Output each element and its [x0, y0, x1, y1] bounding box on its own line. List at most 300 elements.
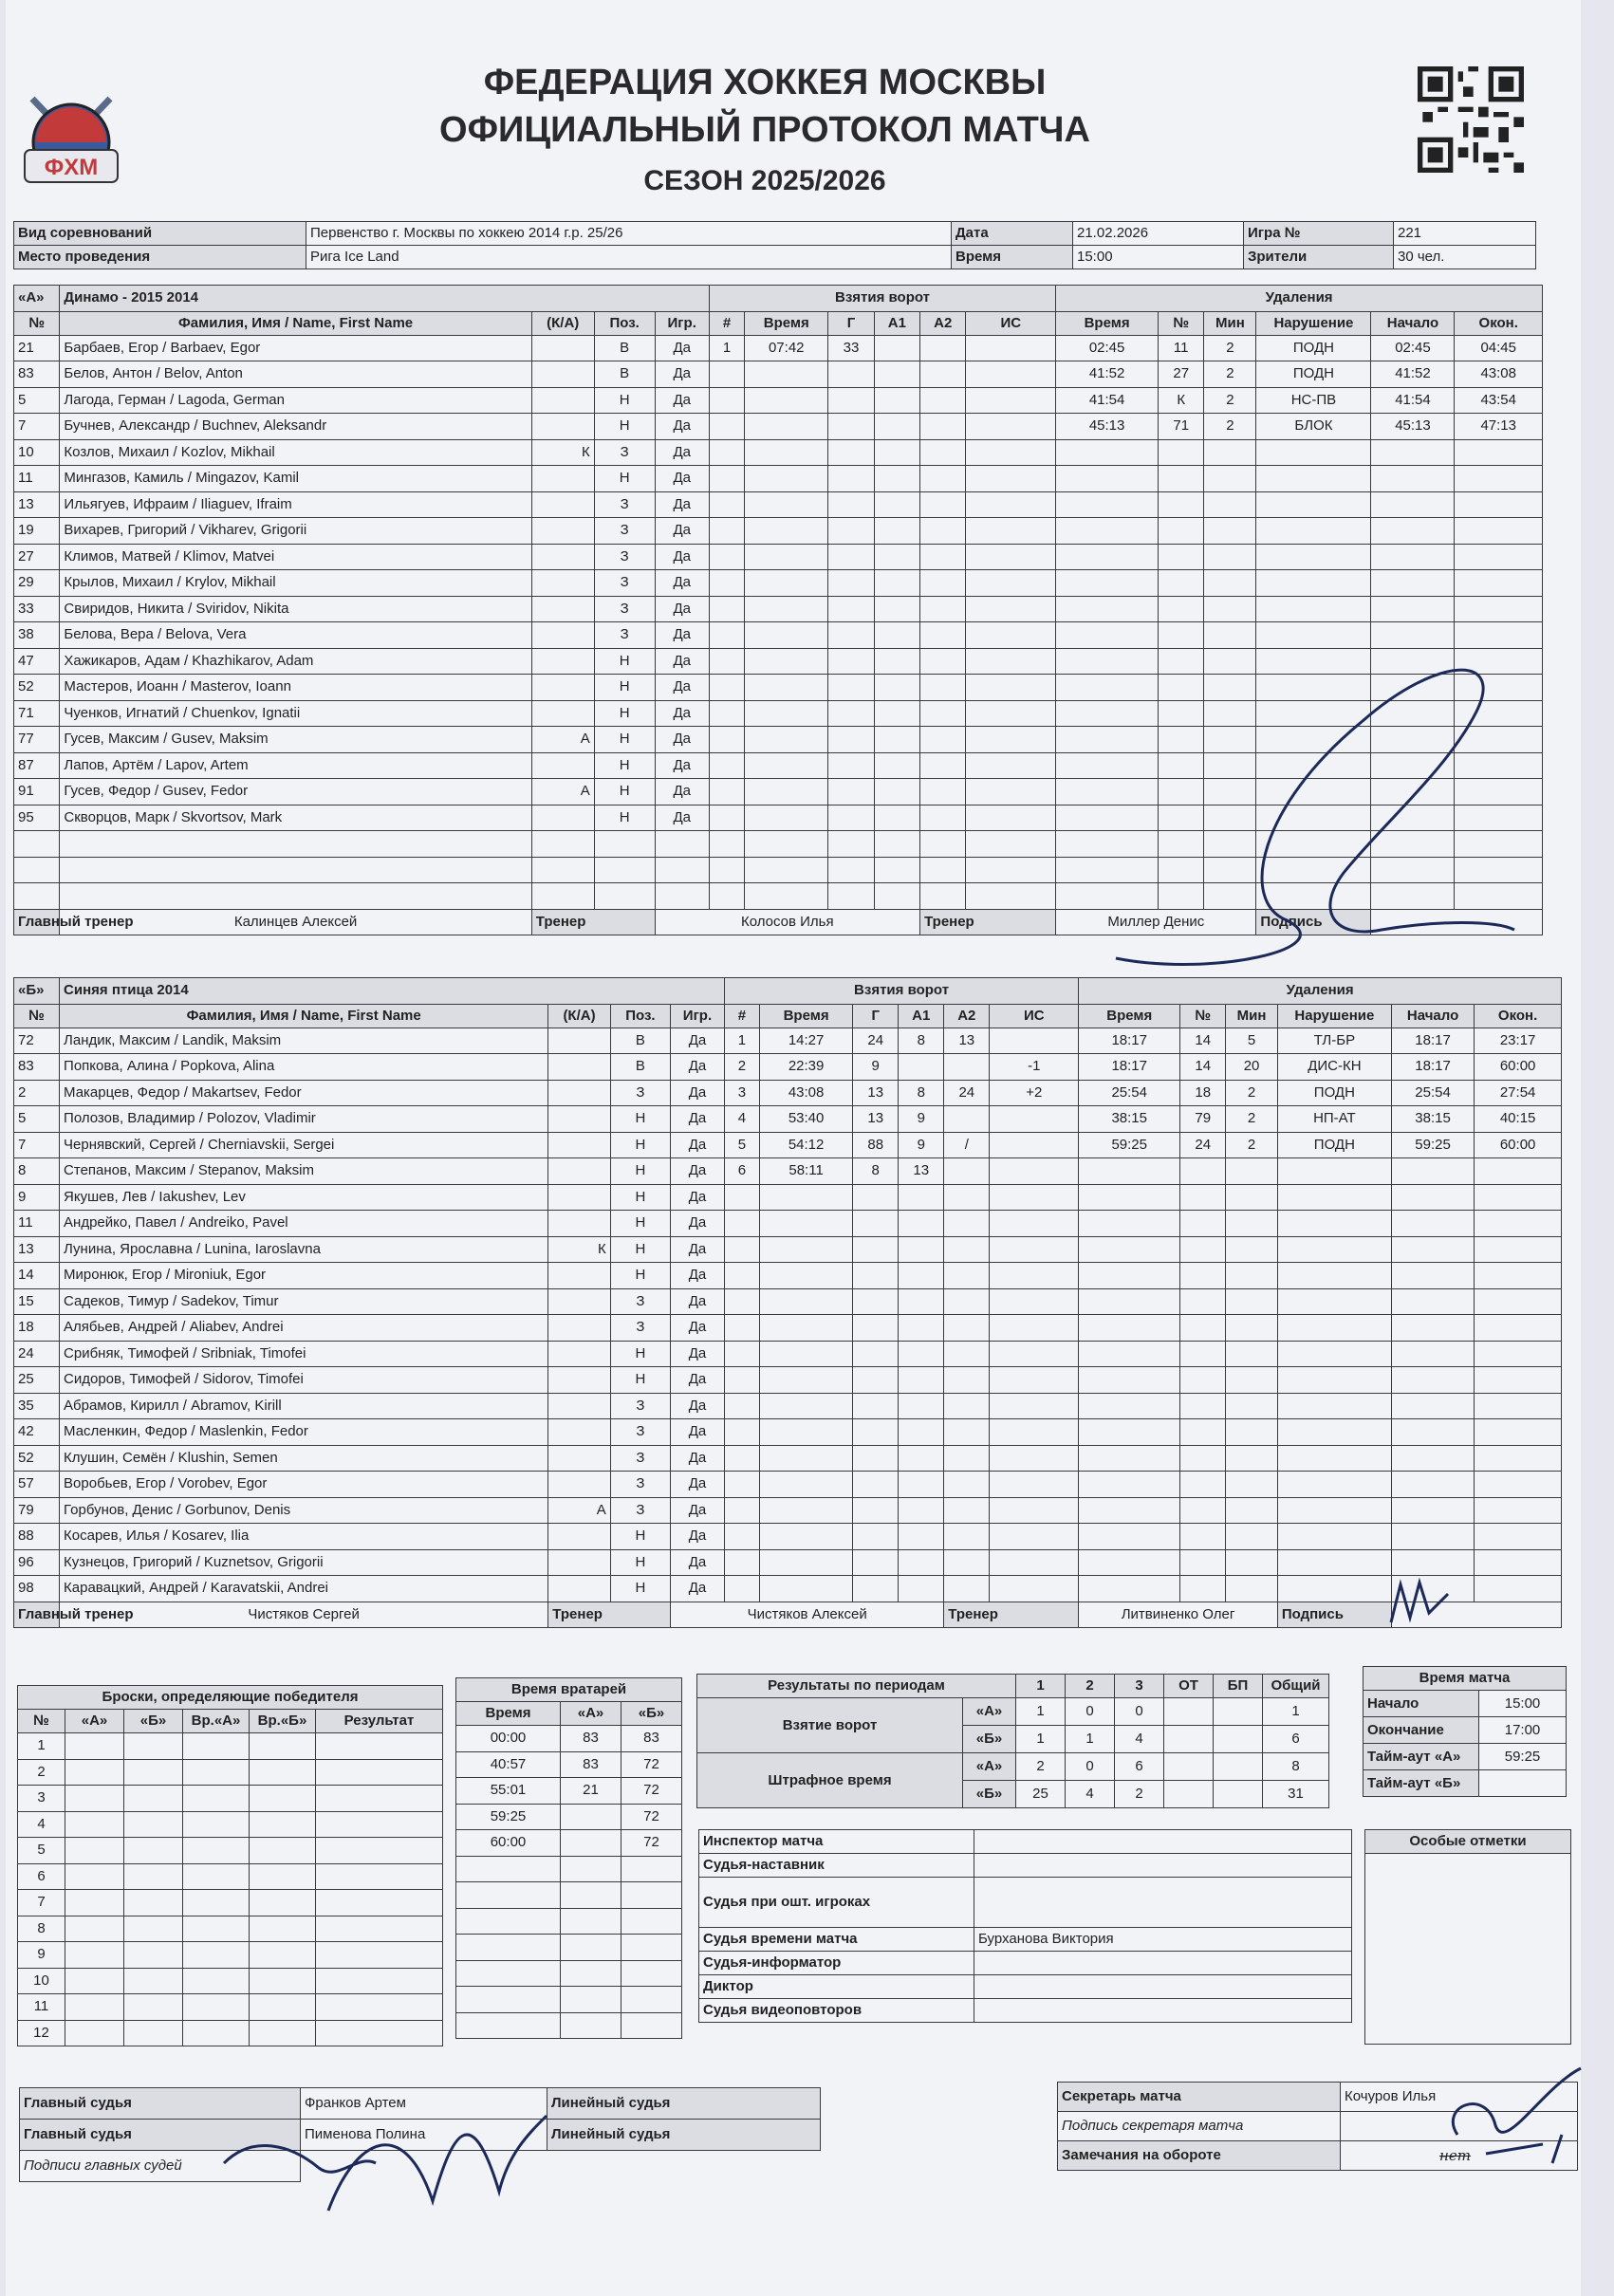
goal-a1 [899, 1367, 944, 1394]
player-played: Да [671, 1549, 725, 1576]
penalty-end: 47:13 [1455, 414, 1543, 440]
player-name: Горбунов, Денис / Gorbunov, Denis [60, 1497, 548, 1524]
player-role [548, 1315, 610, 1342]
goal-a2 [944, 1497, 990, 1524]
player-name: Клушин, Семён / Klushin, Semen [60, 1445, 548, 1472]
player-row [14, 1132, 1562, 1158]
video-judge-label: Судья видеоповторов [699, 1999, 974, 2023]
player-played [655, 857, 709, 883]
time-value: 15:00 [1073, 246, 1244, 269]
goal-g [828, 518, 874, 545]
coach-label: Тренер [548, 1602, 671, 1628]
goal-a1 [899, 1576, 944, 1602]
goal-time: 07:42 [745, 335, 828, 361]
player-role [531, 387, 594, 414]
penalty-min: 2 [1204, 387, 1256, 414]
penalty-end [1475, 1341, 1562, 1367]
goal-g: 13 [853, 1106, 899, 1133]
penalty-min [1226, 1497, 1278, 1524]
periods-title: Результаты по периодам [697, 1675, 1016, 1698]
penalty-time [1079, 1158, 1180, 1185]
goal-a1 [874, 727, 919, 753]
penalty-end: 43:08 [1455, 361, 1543, 388]
goal-g [828, 805, 874, 831]
head-coach-label: Главный тренер [14, 909, 60, 935]
goal-g [828, 700, 874, 727]
shootout-cell [65, 1838, 124, 1864]
goal-idx [724, 1184, 759, 1211]
shootout-cell [183, 1863, 250, 1890]
shootout-num: 3 [18, 1786, 65, 1812]
goals-row-label: Взятие ворот [697, 1698, 963, 1753]
penalty-time [1079, 1576, 1180, 1602]
main-referee-2: Пименова Полина [301, 2120, 547, 2151]
coach-2-label: Тренер [920, 909, 1056, 935]
goal-a2 [944, 1288, 990, 1315]
goal-a2 [944, 1184, 990, 1211]
goal-time [745, 883, 828, 910]
player-number [14, 831, 60, 858]
goal-is [990, 1158, 1079, 1185]
player-number: 21 [14, 335, 60, 361]
penalty-num: 27 [1159, 361, 1204, 388]
goal-is [966, 439, 1056, 466]
player-number: 42 [14, 1419, 60, 1446]
penalty-type [1277, 1158, 1391, 1185]
goal-is [966, 831, 1056, 858]
goal-time [745, 622, 828, 649]
shootout-cell [316, 2020, 443, 2046]
goalie-b [621, 1882, 682, 1909]
player-number: 15 [14, 1288, 60, 1315]
player-number: 83 [14, 1054, 60, 1081]
penalty-min [1204, 466, 1256, 492]
player-position: З [594, 491, 655, 518]
penalty-min: 2 [1204, 335, 1256, 361]
penalty-time [1056, 596, 1159, 622]
penalty-num [1159, 544, 1204, 570]
penalty-type: ПОДН [1277, 1080, 1391, 1106]
penalty-end: 43:54 [1455, 387, 1543, 414]
goal-g [828, 831, 874, 858]
player-position: Н [594, 648, 655, 675]
period-value: 2 [1115, 1781, 1164, 1808]
penalty-start [1391, 1524, 1474, 1550]
penalty-type [1277, 1549, 1391, 1576]
venue-label: Место проведения [14, 246, 306, 269]
penalty-type [1277, 1472, 1391, 1498]
penalty-time [1079, 1393, 1180, 1419]
penalty-start [1371, 466, 1455, 492]
goalie-b: 72 [621, 1804, 682, 1830]
col-name: Фамилия, Имя / Name, First Name [60, 1004, 548, 1028]
penalty-type [1277, 1211, 1391, 1237]
match-time-label: Начало [1364, 1691, 1479, 1717]
goal-a2 [920, 466, 966, 492]
penalty-end [1475, 1497, 1562, 1524]
goal-a1 [874, 752, 919, 779]
shootout-num: 4 [18, 1811, 65, 1838]
player-position [594, 857, 655, 883]
team-b-table [13, 977, 1562, 1628]
goal-a1 [899, 1236, 944, 1263]
goalie-b: 83 [621, 1726, 682, 1752]
goal-g [828, 414, 874, 440]
shootout-col: «А» [65, 1710, 124, 1733]
team-name: Синяя птица 2014 [60, 978, 725, 1005]
shootout-table [17, 1685, 443, 2046]
goal-a1 [874, 805, 919, 831]
period-value: 6 [1115, 1753, 1164, 1781]
penalty-start [1391, 1445, 1474, 1472]
goal-idx: 5 [724, 1132, 759, 1158]
penalty-num [1180, 1236, 1226, 1263]
penalty-time: 59:25 [1079, 1132, 1180, 1158]
penalty-min [1204, 596, 1256, 622]
player-row [14, 1576, 1562, 1602]
shootout-row [18, 1890, 443, 1916]
player-position: Н [594, 466, 655, 492]
goal-a2: 13 [944, 1028, 990, 1054]
player-number: 18 [14, 1315, 60, 1342]
goal-g [828, 387, 874, 414]
penalty-end [1475, 1236, 1562, 1263]
col-pen-min: Мин [1204, 311, 1256, 335]
time-label: Время [952, 246, 1073, 269]
goals-title: Взятия ворот [724, 978, 1078, 1005]
penalty-end: 60:00 [1475, 1132, 1562, 1158]
col-pen-end: Окон. [1455, 311, 1543, 335]
inspector-label: Инспектор матча [699, 1830, 974, 1854]
goal-a1 [899, 1393, 944, 1419]
col-goal-scorer: Г [853, 1004, 899, 1028]
goal-time [745, 779, 828, 805]
player-row [14, 466, 1543, 492]
player-role [548, 1419, 610, 1446]
penalty-type [1277, 1236, 1391, 1263]
goal-is [990, 1288, 1079, 1315]
penalty-time [1079, 1263, 1180, 1289]
goal-a1: 9 [899, 1132, 944, 1158]
goal-a2 [944, 1211, 990, 1237]
goalie-title: Время вратарей [456, 1678, 682, 1702]
goal-is [966, 466, 1056, 492]
goalie-a [561, 1804, 621, 1830]
secretary-label: Секретарь матча [1058, 2083, 1341, 2112]
goalie-time [456, 1960, 561, 1987]
shootout-num: 8 [18, 1916, 65, 1942]
match-time-table [1363, 1666, 1567, 1797]
announcer-label: Диктор [699, 1975, 974, 1999]
penalty-start: 41:54 [1371, 387, 1455, 414]
secretary-name: Кочуров Илья [1341, 2083, 1578, 2112]
period-col: 3 [1115, 1675, 1164, 1698]
timekeeper-label: Судья времени матча [699, 1928, 974, 1952]
col-assist-2: А2 [920, 311, 966, 335]
player-row [14, 1472, 1562, 1498]
player-number: 5 [14, 387, 60, 414]
goal-idx [709, 727, 744, 753]
goal-a2 [920, 491, 966, 518]
player-number: 11 [14, 1211, 60, 1237]
player-number: 29 [14, 570, 60, 597]
player-played: Да [655, 675, 709, 701]
player-position: З [610, 1393, 670, 1419]
penalty-end [1455, 466, 1543, 492]
penalty-min [1226, 1263, 1278, 1289]
goal-idx [709, 779, 744, 805]
referee-signatures-icon [214, 2078, 556, 2268]
player-position: Н [610, 1158, 670, 1185]
penalty-end [1475, 1184, 1562, 1211]
penalty-min [1226, 1341, 1278, 1367]
goal-time [745, 700, 828, 727]
match-time-value [1479, 1770, 1567, 1797]
shootout-cell [65, 1942, 124, 1969]
penalty-min: 2 [1226, 1106, 1278, 1133]
announcer-value [974, 1975, 1352, 1999]
player-position: З [610, 1472, 670, 1498]
goal-a1 [899, 1054, 944, 1081]
player-position: Н [594, 675, 655, 701]
player-name: Лапов, Артём / Lapov, Artem [60, 752, 531, 779]
player-number: 7 [14, 1132, 60, 1158]
shootout-col: Вр.«А» [183, 1710, 250, 1733]
player-row [14, 491, 1543, 518]
penalty-time [1056, 466, 1159, 492]
player-played: Да [671, 1263, 725, 1289]
penalty-min [1226, 1158, 1278, 1185]
penalty-start: 18:17 [1391, 1054, 1474, 1081]
goal-a1: 8 [899, 1028, 944, 1054]
penalty-end: 27:54 [1475, 1080, 1562, 1106]
player-position: Н [610, 1263, 670, 1289]
player-row [14, 518, 1543, 545]
mentor-value [974, 1854, 1352, 1878]
penalty-end [1475, 1315, 1562, 1342]
goal-time [759, 1315, 852, 1342]
player-role [548, 1367, 610, 1394]
penalty-start: 25:54 [1391, 1080, 1474, 1106]
player-row [14, 1419, 1562, 1446]
bench-judge-label: Судья при ошт. игроках [699, 1878, 974, 1928]
goalie-time: 40:57 [456, 1751, 561, 1778]
shootout-row [18, 1916, 443, 1942]
goalie-time [456, 1908, 561, 1935]
goal-time [745, 544, 828, 570]
goalie-row [456, 1751, 682, 1778]
goal-is [966, 727, 1056, 753]
penalty-time: 38:15 [1079, 1106, 1180, 1133]
player-position: Н [610, 1184, 670, 1211]
goal-g [853, 1263, 899, 1289]
shootout-cell [250, 2020, 316, 2046]
col-pos: Поз. [610, 1004, 670, 1028]
shootout-cell [250, 1863, 316, 1890]
goal-is: +2 [990, 1080, 1079, 1106]
penalty-type: НС-ПВ [1256, 387, 1371, 414]
penalty-start [1391, 1315, 1474, 1342]
goal-idx [709, 883, 744, 910]
period-col: 2 [1066, 1675, 1115, 1698]
goal-a1 [874, 544, 919, 570]
shootout-cell [316, 1838, 443, 1864]
head-coach-label: Главный тренер [14, 1602, 60, 1628]
game-value: 221 [1394, 222, 1536, 246]
player-position: В [610, 1054, 670, 1081]
goalie-a [561, 2012, 621, 2039]
player-role [531, 361, 594, 388]
player-played: Да [655, 596, 709, 622]
player-row [14, 570, 1543, 597]
penalty-end [1475, 1211, 1562, 1237]
penalty-end [1475, 1472, 1562, 1498]
player-name [60, 883, 531, 910]
period-value [1164, 1753, 1214, 1781]
goal-is [966, 544, 1056, 570]
goal-a1 [874, 387, 919, 414]
player-number: 52 [14, 675, 60, 701]
penalty-type [1277, 1445, 1391, 1472]
goal-time: 54:12 [759, 1132, 852, 1158]
goal-a1 [874, 570, 919, 597]
shootout-cell [316, 1890, 443, 1916]
player-name: Попкова, Алина / Popkova, Alina [60, 1054, 548, 1081]
goal-a1 [899, 1549, 944, 1576]
player-played: Да [671, 1132, 725, 1158]
penalty-num [1180, 1211, 1226, 1237]
penalty-min [1204, 491, 1256, 518]
player-position: Н [610, 1576, 670, 1602]
penalty-end [1455, 544, 1543, 570]
goal-is [990, 1236, 1079, 1263]
period-value: 1 [1066, 1726, 1115, 1753]
goal-g [828, 466, 874, 492]
goal-a1 [899, 1315, 944, 1342]
goal-is [990, 1132, 1079, 1158]
goal-a1 [874, 675, 919, 701]
secretary-sign-label: Подпись секретаря матча [1058, 2112, 1341, 2141]
notes-table [1364, 1829, 1571, 2045]
player-position: Н [594, 805, 655, 831]
player-name: Скворцов, Марк / Skvortsov, Mark [60, 805, 531, 831]
player-position: Н [594, 414, 655, 440]
goalie-a [561, 1856, 621, 1882]
player-number: 96 [14, 1549, 60, 1576]
shootout-row [18, 1838, 443, 1864]
penalty-time [1079, 1341, 1180, 1367]
player-number: 10 [14, 439, 60, 466]
main-referee-1: Франков Артем [301, 2088, 547, 2120]
penalty-min [1226, 1315, 1278, 1342]
goal-g [853, 1367, 899, 1394]
goal-a2 [944, 1393, 990, 1419]
linesman-label-2: Линейный судья [547, 2120, 821, 2151]
player-position: З [594, 570, 655, 597]
period-row [697, 1753, 1329, 1781]
col-ka: (К/А) [531, 311, 594, 335]
goal-time: 58:11 [759, 1158, 852, 1185]
player-played: Да [655, 439, 709, 466]
player-played: Да [671, 1315, 725, 1342]
col-goal-is: ИС [966, 311, 1056, 335]
penalty-time [1079, 1419, 1180, 1446]
shootout-cell [183, 1942, 250, 1969]
col-pen-num: № [1159, 311, 1204, 335]
player-name: Белов, Антон / Belov, Anton [60, 361, 531, 388]
spectators-value: 30 чел. [1394, 246, 1536, 269]
shootout-num: 11 [18, 1994, 65, 2021]
mentor-label: Судья-наставник [699, 1854, 974, 1878]
col-pen-start: Начало [1371, 311, 1455, 335]
penalty-start [1391, 1393, 1474, 1419]
period-col: Общий [1263, 1675, 1329, 1698]
player-role: А [531, 727, 594, 753]
coach-2-name: Литвиненко Олег [1079, 1602, 1278, 1628]
shootout-cell [124, 1733, 183, 1760]
goal-time [745, 648, 828, 675]
player-role [531, 335, 594, 361]
goal-idx [709, 570, 744, 597]
player-number: 9 [14, 1184, 60, 1211]
player-row [14, 1288, 1562, 1315]
goal-a1 [899, 1184, 944, 1211]
player-row [14, 1028, 1562, 1054]
player-played: Да [655, 622, 709, 649]
penalty-start [1371, 491, 1455, 518]
goal-is [990, 1106, 1079, 1133]
player-row [14, 1080, 1562, 1106]
goal-is [990, 1341, 1079, 1367]
shootout-cell [250, 1942, 316, 1969]
goal-a1 [899, 1472, 944, 1498]
period-col: 1 [1016, 1675, 1066, 1698]
goal-is [966, 805, 1056, 831]
goal-a2 [920, 883, 966, 910]
player-role [531, 857, 594, 883]
penalty-min [1226, 1472, 1278, 1498]
goal-g [828, 361, 874, 388]
shootout-cell [250, 1968, 316, 1994]
penalty-time: 18:17 [1079, 1054, 1180, 1081]
shootout-num: 6 [18, 1863, 65, 1890]
penalty-type [1256, 596, 1371, 622]
title-protocol: ОФИЦИАЛЬНЫЙ ПРОТОКОЛ МАТЧА [439, 110, 1090, 150]
goal-a2 [944, 1419, 990, 1446]
goalie-b: 72 [621, 1830, 682, 1857]
goal-a1 [899, 1497, 944, 1524]
goal-a2 [944, 1315, 990, 1342]
goal-is [966, 700, 1056, 727]
player-played: Да [671, 1341, 725, 1367]
player-name: Чернявский, Сергей / Cherniavskii, Sergei [60, 1132, 548, 1158]
col-assist-2: А2 [944, 1004, 990, 1028]
team-name: Динамо - 2015 2014 [60, 286, 709, 312]
penalty-num [1180, 1472, 1226, 1498]
goal-g [853, 1524, 899, 1550]
col-pen-min: Мин [1226, 1004, 1278, 1028]
player-role [548, 1054, 610, 1081]
goal-time [745, 387, 828, 414]
shootout-col: Вр.«Б» [250, 1710, 316, 1733]
goal-idx [709, 675, 744, 701]
penalty-num [1180, 1419, 1226, 1446]
player-name: Свиридов, Никита / Sviridov, Nikita [60, 596, 531, 622]
player-position: З [610, 1080, 670, 1106]
officials-table [698, 1829, 1352, 2023]
player-role [531, 648, 594, 675]
goal-a1 [874, 648, 919, 675]
